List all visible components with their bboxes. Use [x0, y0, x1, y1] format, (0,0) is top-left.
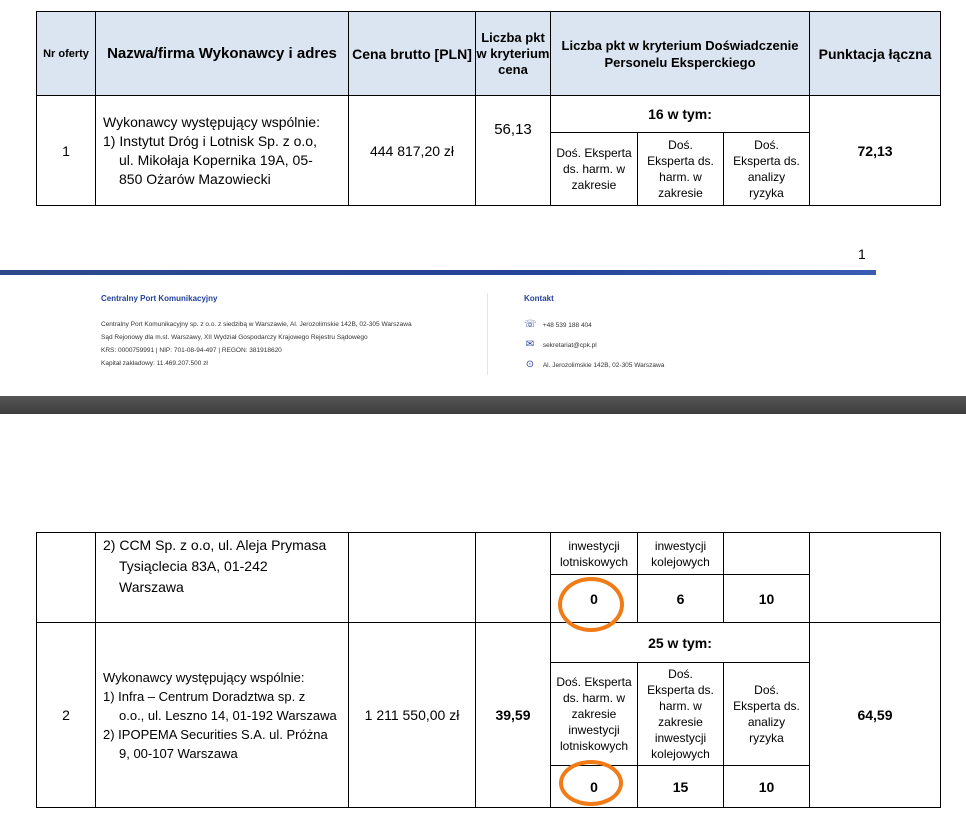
footer-line: KRS: 0000759991 | NIP: 701-08-94-497 | REGON: 381918620 — [101, 347, 282, 354]
footer-phone-row — [524, 318, 592, 332]
row1-name — [96, 96, 349, 206]
row2-value-airport: 0 — [551, 766, 638, 808]
cont-price — [349, 533, 476, 623]
row1-exp-sub-risk: Doś. Eksperta ds. analizy ryzyka — [724, 133, 810, 206]
row2-price: 1 211 550,00 zł — [349, 623, 476, 808]
row2-total: 64,59 — [810, 623, 941, 808]
row2-name-line: 2) IPOPEMA Securities S.A. ul. Próżna — [103, 726, 328, 742]
header-nr-oferty: Nr oferty — [37, 12, 96, 96]
footer-company-title: Centralny Port Komunikacyjny — [101, 294, 218, 303]
row2-name-line: o.o., ul. Leszno 14, 01-192 Warszawa — [119, 707, 337, 723]
highlight-circle-offer1-airport — [558, 577, 624, 632]
row1-name-line: Wykonawcy występujący wspólnie: — [103, 113, 320, 130]
location-icon: ⊙ — [525, 359, 535, 370]
header-price: Cena brutto [PLN] — [349, 12, 476, 96]
row1-name-line: ul. Mikołaja Kopernika 19A, 05- — [119, 151, 313, 168]
cont-value-airport: 0 — [551, 575, 638, 623]
row2-value-railway: 15 — [638, 766, 724, 808]
footer-divider-bar — [0, 270, 876, 275]
row2-exp-sub-risk: Doś. Eksperta ds. analizy ryzyka — [724, 663, 810, 766]
cont-total — [810, 533, 941, 623]
row1-points-price: 56,13 — [476, 96, 551, 206]
row1-price: 444 817,20 zł — [349, 96, 476, 206]
highlight-circle-offer2-airport — [559, 760, 623, 806]
row1-name-line: 850 Ożarów Mazowiecki — [119, 170, 271, 187]
footer-line: Centralny Port Komunikacyjny sp. z o.o. z siedzibą w Warszawie, Al. Jerozolimskie 142B, 02-305 Warszawa — [101, 321, 412, 328]
row2-points-price: 39,59 — [476, 623, 551, 808]
header-total: Punktacja łączna — [810, 12, 941, 96]
results-table-top — [36, 11, 941, 206]
footer-company-details — [101, 318, 481, 370]
footer-email-row — [524, 338, 597, 352]
cont-name-line: Warszawa — [119, 579, 184, 595]
cont-nr — [37, 533, 96, 623]
row1-exp-total: 16 w tym: — [551, 96, 810, 133]
footer-phone: +48 539 188 404 — [542, 322, 592, 329]
footer-address: Al. Jerozolimskie 142B, 02-305 Warszawa — [542, 362, 665, 369]
cont-name-line: 2) CCM Sp. z o.o, ul. Aleja Prymasa — [103, 537, 327, 553]
footer-separator — [487, 293, 488, 375]
results-table-bottom — [36, 532, 941, 808]
page-number: 1 — [858, 246, 866, 262]
cont-points-price — [476, 533, 551, 623]
cont-name-line: Tysiąclecia 83A, 01-242 — [119, 558, 268, 574]
row2-exp-sub-airport: Doś. Eksperta ds. harm. w zakresie inwestycji lotniskowych — [551, 663, 638, 766]
row2-name-line: 9, 00-107 Warszawa — [119, 745, 238, 761]
header-points-experience: Liczba pkt w kryterium Doświadczenie Personelu Eksperckiego — [551, 12, 810, 96]
row2-exp-sub-railway: Doś. Eksperta ds. harm. w zakresie inwestycji kolejowych — [638, 663, 724, 766]
cont-name — [96, 533, 349, 623]
row2-name-line: Wykonawcy występujący wspólnie: — [103, 669, 305, 685]
header-points-price: Liczba pkt w kryterium cena — [476, 12, 551, 96]
row2-name — [96, 623, 349, 808]
cont-exp-sub-airport: inwestycji lotniskowych — [551, 533, 638, 575]
cont-exp-sub-railway: inwestycji kolejowych — [638, 533, 724, 575]
phone-icon: ☏ — [524, 319, 537, 330]
row1-total: 72,13 — [810, 96, 941, 206]
cont-value-railway: 6 — [638, 575, 724, 623]
cont-value-risk: 10 — [724, 575, 810, 623]
row1-nr: 1 — [37, 96, 96, 206]
row1-name-line: 1) Instytut Dróg i Lotnisk Sp. z o.o, — [103, 132, 317, 149]
row2-name-line: 1) Infra – Centrum Doradztwa sp. z — [103, 688, 306, 704]
footer-address-row — [524, 358, 664, 372]
footer-email: sekretariat@cpk.pl — [542, 342, 597, 349]
cont-exp-sub-risk — [724, 533, 810, 575]
row2-value-risk: 10 — [724, 766, 810, 808]
header-name: Nazwa/firma Wykonawcy i adres — [96, 12, 349, 96]
row2-nr: 2 — [37, 623, 96, 808]
row1-exp-sub-airport: Doś. Eksperta ds. harm. w zakresie — [551, 133, 638, 206]
row2-exp-total: 25 w tym: — [551, 623, 810, 663]
email-icon: ✉ — [525, 339, 535, 350]
footer-line: Sąd Rejonowy dla m.st. Warszawy, XII Wydział Gospodarczy Krajowego Rejestru Sądowego — [101, 334, 368, 341]
row1-exp-sub-railway: Doś. Eksperta ds. harm. w zakresie — [638, 133, 724, 206]
footer-line: Kapitał zakładowy: 11.469.207.500 zł — [101, 360, 208, 367]
footer-contact-title: Kontakt — [524, 294, 554, 303]
page-gap-band — [0, 396, 966, 414]
